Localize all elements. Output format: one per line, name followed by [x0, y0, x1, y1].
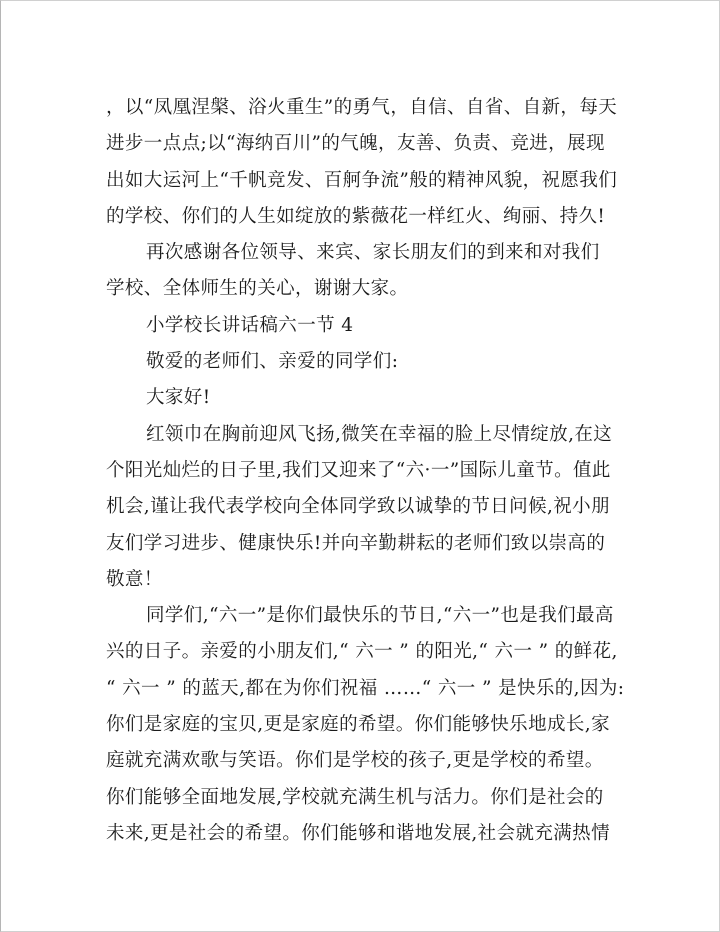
section-heading: 小学校长讲话稿六一节 4 — [146, 314, 354, 336]
text-line: 出如大运河上“千帆竞发、百舸争流”般的精神风貌，祝愿我们 — [106, 169, 618, 191]
text-line: 个阳光灿烂的日子里,我们又迎来了“六·一”国际儿童节。值此 — [106, 459, 611, 481]
text-line: 庭就充满欢歌与笑语。你们是学校的孩子,更是学校的希望。 — [106, 750, 604, 772]
text-line: 友们学习进步、健康快乐!并向辛勤耕耘的老师们致以崇高的 — [106, 532, 606, 554]
text-line: 兴的日子。亲爱的小朋友们,“ 六一 ” 的阳光,“ 六一 ” 的鲜花, — [106, 641, 618, 663]
text-line: 未来,更是社会的希望。你们能够和谐地发展,社会就充满热情 — [106, 822, 610, 844]
text-line: 机会,谨让我代表学校向全体同学致以诚挚的节日问候,祝小朋 — [106, 496, 610, 518]
salutation: 敬爱的老师们、亲爱的同学们: — [146, 351, 399, 373]
paragraph-start-line: 再次感谢各位领导、来宾、家长朋友们的到来和对我们 — [146, 242, 600, 264]
text-line: 敬意！ — [106, 568, 163, 590]
paragraph-start-line: 红领巾在胸前迎风飞扬,微笑在幸福的脸上尽情绽放,在这 — [146, 423, 613, 445]
text-line: 你们是家庭的宝贝,更是家庭的希望。你们能够快乐地成长,家 — [106, 714, 610, 736]
text-line: 你们能够全面地发展,学校就充满生机与活力。你们是社会的 — [106, 786, 604, 808]
text-line: 学校、全体师生的关心，谢谢大家。 — [106, 278, 409, 300]
document-body — [106, 90, 625, 852]
paragraph-start-line: 同学们,“六一”是你们最快乐的节日,“六一”也是我们最高 — [146, 605, 614, 627]
text-line: ，以“凤凰涅槃、浴火重生”的勇气，自信、自省、自新，每天 — [106, 97, 618, 118]
text-line: 进步一点点;以“海纳百川”的气魄，友善、负责、竞进，展现 — [106, 133, 605, 155]
text-line: “ 六一 ” 的蓝天,都在为你们祝福 ……“ 六一 ” 是快乐的,因为: — [106, 677, 625, 699]
greeting: 大家好! — [146, 387, 211, 409]
text-line: 的学校、你们的人生如绽放的紫薇花一样红火、绚丽、持久! — [106, 205, 606, 227]
